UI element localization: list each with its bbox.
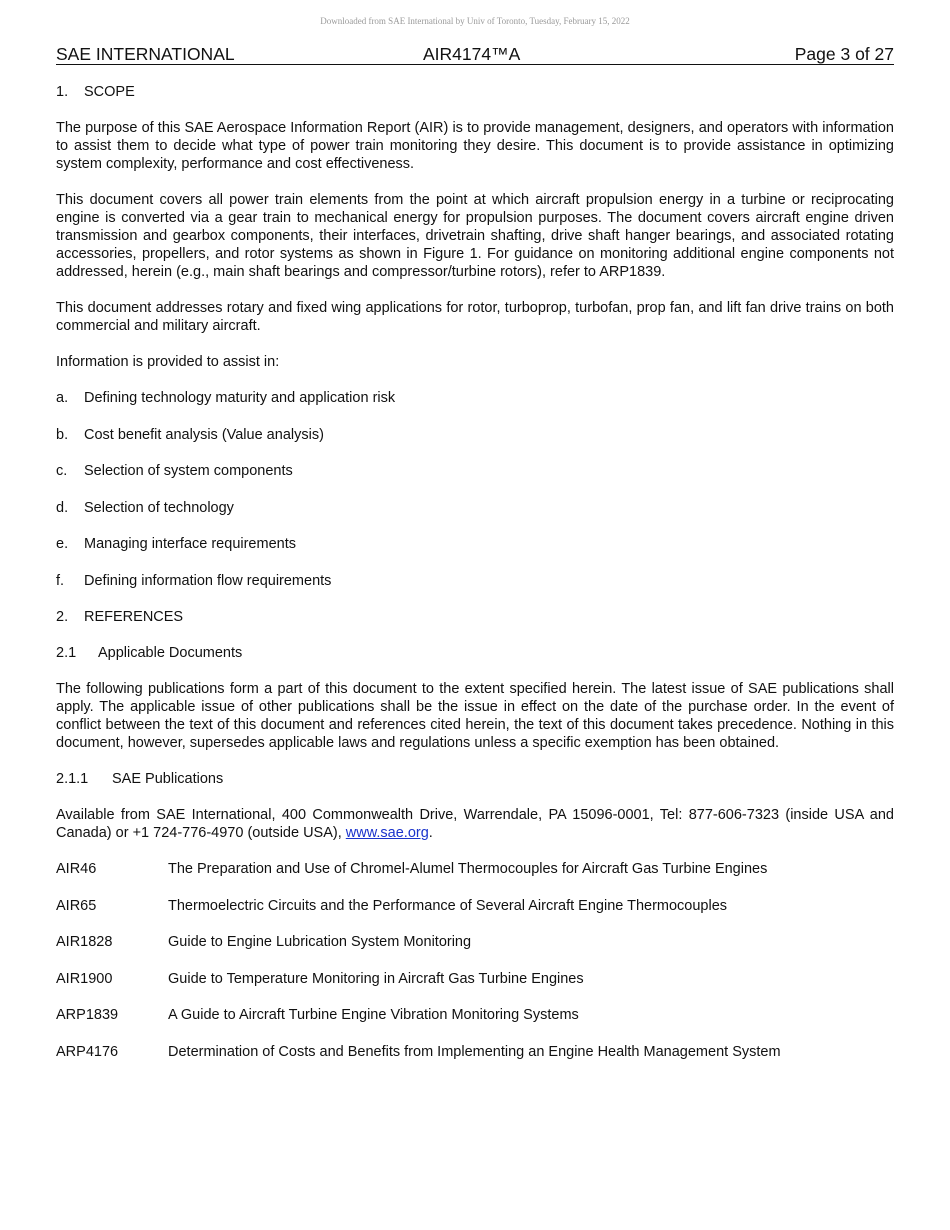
scope-paragraph-1: The purpose of this SAE Aerospace Information Report (AIR) is to provide management, designers, and operators with information to assist them to decide what type of power train monitoring they desire. This document is to provide assistance in optimizing system complexity, performance and cost effectiveness. — [56, 120, 894, 172]
list-item — [56, 462, 894, 480]
list-item-letter: c. — [56, 463, 68, 479]
reference-row — [56, 860, 894, 878]
subsection-2-1-heading — [56, 644, 894, 662]
subsection-2-1-1-heading — [56, 770, 894, 788]
availability-end: . — [428, 825, 433, 841]
header-document-number: AIR4174™A — [423, 44, 521, 64]
section-2-heading — [56, 608, 894, 626]
subsection-title: Applicable Documents — [98, 645, 243, 661]
header-organization: SAE INTERNATIONAL — [56, 44, 235, 64]
reference-row — [56, 970, 894, 988]
list-item-text: Selection of technology — [84, 499, 234, 516]
reference-title: Guide to Temperature Monitoring in Aircraft Gas Turbine Engines — [168, 970, 584, 987]
list-item — [56, 426, 894, 444]
reference-code: ARP4176 — [56, 1043, 119, 1060]
reference-row — [56, 897, 894, 915]
reference-code: AIR65 — [56, 897, 97, 914]
download-watermark: Downloaded from SAE International by Univ of Toronto, Tuesday, February 15, 2022 — [320, 16, 630, 26]
scope-paragraph-4: Information is provided to assist in: — [56, 354, 280, 370]
scope-paragraph-2: This document covers all power train elements from the point at which aircraft propulsion energy in a turbine or reciprocating engine is converted via a gear train to mechanical energy for propulsion purposes. The document covers aircraft engine driven transmission and gearbox components, their interfaces, drivetrain shafting, drive shaft hanger bearings, and associated rotating accessories, propellers, and rotor systems as shown in Figure 1. For guidance on monitoring additional engine components not addressed, herein (e.g., main shaft bearings and compressor/turbine rotors), refer to ARP1839. — [56, 192, 894, 280]
reference-row — [56, 1006, 894, 1024]
list-item — [56, 572, 894, 590]
list-item — [56, 535, 894, 553]
list-item-text: Cost benefit analysis (Value analysis) — [84, 426, 324, 443]
subsection-title: SAE Publications — [112, 771, 224, 787]
list-item-letter: f. — [56, 572, 65, 589]
list-item-letter: b. — [56, 426, 69, 443]
sae-website-link[interactable]: www.sae.org — [345, 825, 429, 841]
section-title: SCOPE — [84, 84, 135, 100]
list-item — [56, 499, 894, 517]
reference-code: AIR1828 — [56, 934, 113, 950]
list-item-text: Defining information flow requirements — [84, 572, 332, 589]
page-header — [56, 44, 894, 65]
reference-code: AIR1900 — [56, 970, 113, 987]
reference-title: The Preparation and Use of Chromel-Alumel Thermocouples for Aircraft Gas Turbine Engines — [168, 861, 768, 877]
reference-code: ARP1839 — [56, 1007, 119, 1023]
reference-title: Thermoelectric Circuits and the Performance of Several Aircraft Engine Thermocouples — [168, 897, 728, 914]
section-title: REFERENCES — [84, 609, 184, 625]
header-page-number: Page 3 of 27 — [794, 44, 894, 64]
subsection-number: 2.1 — [56, 645, 77, 661]
scope-paragraph-3: This document addresses rotary and fixed wing applications for rotor, turboprop, turbofan, prop fan, and lift fan drive trains on both commercial and military aircraft. — [56, 300, 894, 334]
list-item — [56, 389, 894, 407]
list-item-letter: e. — [56, 536, 69, 552]
list-item-text: Managing interface requirements — [84, 536, 296, 552]
reference-row — [56, 1043, 894, 1061]
sae-availability-paragraph — [56, 806, 894, 842]
list-item-letter: d. — [56, 499, 69, 516]
list-item-letter: a. — [56, 390, 69, 406]
reference-row — [56, 933, 894, 951]
document-body — [56, 83, 894, 1079]
reference-title: A Guide to Aircraft Turbine Engine Vibration Monitoring Systems — [168, 1007, 579, 1023]
applicable-documents-paragraph: The following publications form a part of this document to the extent specified herein. The latest issue of SAE publications shall apply. The applicable issue of other publications shall be the issue in effect on the date of the purchase order. In the event of conflict between the text of this document and references cited herein, the text of this document takes precedence. Nothing in this document, however, supersedes applicable laws and regulations unless a specific exemption has been obtained. — [56, 681, 894, 751]
section-1-heading — [56, 83, 894, 101]
subsection-number: 2.1.1 — [56, 771, 89, 787]
reference-title: Guide to Engine Lubrication System Monitoring — [168, 934, 472, 950]
section-number: 1. — [56, 84, 69, 100]
list-item-text: Selection of system components — [84, 463, 293, 479]
reference-title: Determination of Costs and Benefits from Implementing an Engine Health Management System — [168, 1043, 781, 1060]
availability-text: Available from SAE International, 400 Commonwealth Drive, Warrendale, PA 15096-0001, Tel: 877-606-7323 (inside USA and Canada) or +1 724-776-4970 (outside USA), — [56, 807, 894, 841]
reference-code: AIR46 — [56, 861, 97, 877]
list-item-text: Defining technology maturity and application risk — [84, 390, 396, 406]
section-number: 2. — [56, 609, 69, 625]
